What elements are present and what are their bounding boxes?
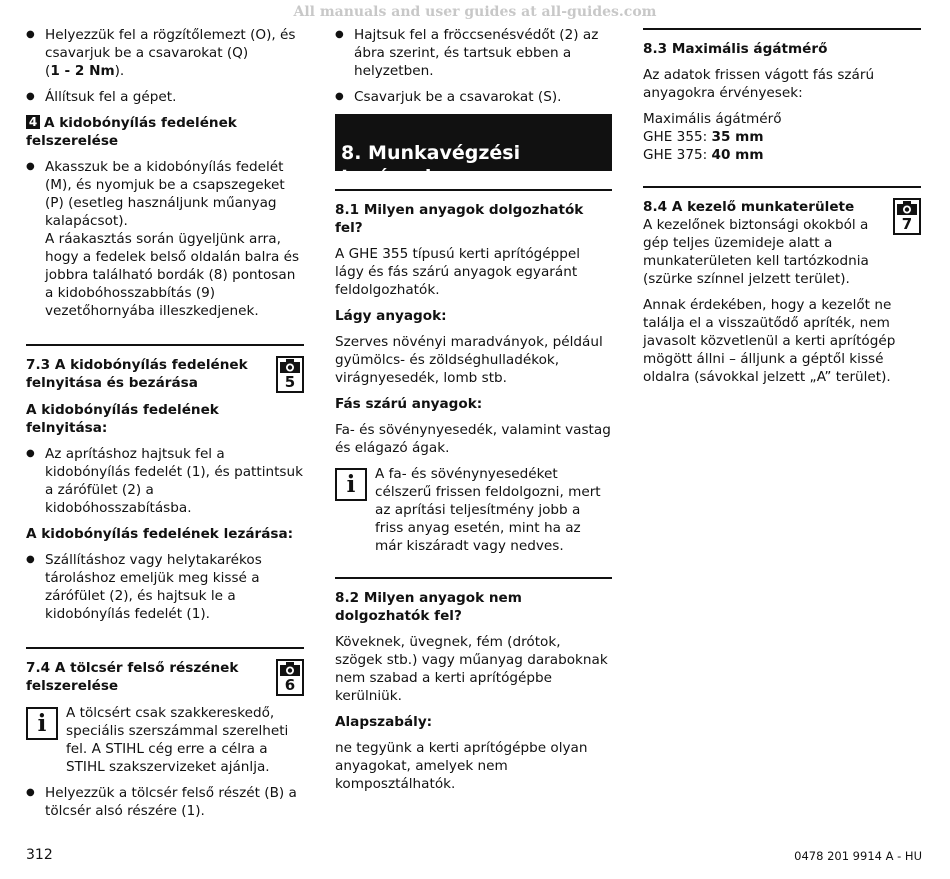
- section-heading-8-2: 8.2 Milyen anyagok nem dolgozhatók fel?: [335, 590, 522, 624]
- subheading: A kidobónyílás fedelének felnyitása:: [26, 402, 219, 436]
- paragraph: Szerves növényi maradványok, például gyümölcs- és zöldséghulladékok, virágnyesedék, lomb stb.: [335, 334, 603, 386]
- paragraph: ne tegyünk a kerti aprítógépbe olyan anyagokat, amelyek nem komposztálhatók.: [335, 740, 588, 792]
- section-divider: [643, 28, 921, 30]
- info-icon: i: [335, 468, 367, 501]
- info-icon: i: [26, 707, 58, 740]
- watermark: All manuals and user guides at all-guides.com: [293, 4, 657, 20]
- step-heading: 4 A kidobónyílás fedelének felszerelése: [26, 115, 237, 149]
- subheading: A kidobónyílás fedelének lezárása:: [26, 526, 294, 542]
- paragraph: Köveknek, üvegnek, fém (drótok, szögek stb.) vagy műanyag daraboknak nem szabad a kerti aprítógépbe kerülniük.: [335, 634, 608, 704]
- list-item: ● Állítsuk fel a gépet.: [26, 88, 304, 106]
- camera-figure-badge: 7: [893, 198, 921, 235]
- paragraph: A kezelőnek biztonsági okokból a gép teljes üzemideje alatt a munkaterületen kell tartózkodnia (szürke színnel jelzett terület).: [643, 217, 869, 287]
- list-item: ● Helyezzük a tölcsér felső részét (B) a tölcsér alsó részére (1).: [26, 784, 304, 820]
- paragraph: Annak érdekében, hogy a kezelőt ne találja el a visszaütődő apríték, nem javasolt közvetlenül a kerti aprítógép mögött állni – álljunk a géptől kissé oldalra (sávokkal jelzett „A” terület).: [643, 297, 896, 385]
- list-item: ● Szállításhoz vagy helytakarékos tároláshoz emeljük meg kissé a zárófület (2), és hajtsuk le a kidobónyílás fedelét (1).: [26, 551, 304, 623]
- subheading: Lágy anyagok:: [335, 308, 447, 324]
- section-divider: [643, 186, 921, 188]
- chapter-title: 8. Munkavégzési tanácsok: [335, 114, 612, 171]
- info-note: i A tölcsért csak szakkereskedő, speciális szerszámmal szerelheti fel. A STIHL cég erre a célra a STIHL szakszervizeket ajánlja.: [26, 704, 304, 776]
- document-code: 0478 201 9914 A - HU: [794, 849, 922, 863]
- section-divider: [335, 189, 612, 191]
- paragraph: Az adatok frissen vágott fás szárú anyagokra érvényesek:: [643, 67, 875, 101]
- column-3: [643, 26, 921, 394]
- list-item: ● Csavarjuk be a csavarokat (S).: [335, 88, 612, 106]
- section-heading-8-3: 8.3 Maximális ágátmérő: [643, 41, 828, 57]
- info-note: i A fa- és sövénynyesedéket célszerű frissen feldolgozni, mert az aprítási teljesítmény jobb a friss anyag esetén, mint ha az már kiszáradt vagy nedves.: [335, 465, 612, 555]
- camera-figure-badge: 5: [276, 356, 304, 393]
- section-heading-7-4: 7.4 A tölcsér felső részének felszerelése 6: [26, 659, 304, 696]
- section-heading-7-3: 7.3 A kidobónyílás fedelének felnyitása és bezárása 5: [26, 356, 304, 393]
- camera-icon: [279, 662, 301, 677]
- section-divider: [26, 647, 304, 649]
- section-divider: [335, 577, 612, 579]
- subheading: Alapszabály:: [335, 714, 433, 730]
- subheading: Fás szárú anyagok:: [335, 396, 483, 412]
- step-number-badge: 4: [26, 115, 40, 129]
- diameter-table: Maximális ágátmérő GHE 355: 35 mm GHE 375: 40 mm: [643, 111, 782, 163]
- section-heading-8-4: 8.4 A kezelő munkaterülete 7: [643, 198, 921, 235]
- camera-icon: [896, 201, 918, 216]
- column-2: [335, 26, 612, 801]
- camera-icon: [279, 359, 301, 374]
- column-1: [26, 26, 304, 828]
- section-heading-8-1: 8.1 Milyen anyagok dolgozhatók fel?: [335, 202, 584, 236]
- list-item: ● Hajtsuk fel a fröccsenésvédőt (2) az ábra szerint, és tartsuk ebben a helyzetben.: [335, 26, 612, 80]
- page-number: 312: [26, 847, 53, 863]
- list-item: ● Helyezzük fel a rögzítőlemezt (O), és csavarjuk be a csavarokat (Q) (1 - 2 Nm).: [26, 26, 304, 80]
- section-divider: [26, 344, 304, 346]
- list-item: ● Az aprításhoz hajtsuk fel a kidobónyílás fedelét (1), és pattintsuk a zárófület (2) a kidobóhosszabításba.: [26, 445, 304, 517]
- list-item: ● Akasszuk be a kidobónyílás fedelét (M), és nyomjuk be a csapszegeket (P) (esetleg használjunk műanyag kalapácsot). A ráakasztás során ügyeljünk arra, hogy a fedelek belső oldalán balra és jobbra található bordák (8) pontosan a kidobóhosszabbítás (9) vezetőhornyába illeszkedjenek.: [26, 158, 304, 320]
- camera-figure-badge: 6: [276, 659, 304, 696]
- paragraph: Fa- és sövénynyesedék, valamint vastag és elágazó ágak.: [335, 422, 611, 456]
- paragraph: A GHE 355 típusú kerti aprítógéppel lágy és fás szárú anyagok egyaránt feldolgozhatók.: [335, 246, 581, 298]
